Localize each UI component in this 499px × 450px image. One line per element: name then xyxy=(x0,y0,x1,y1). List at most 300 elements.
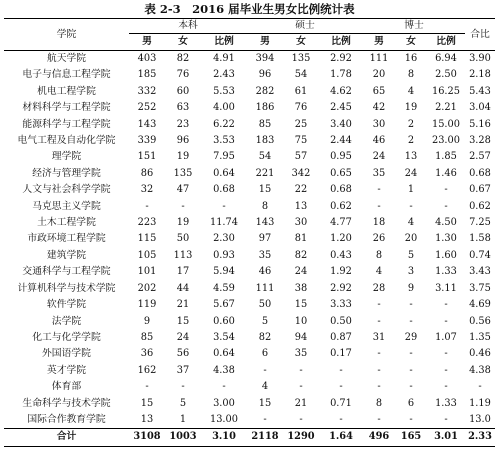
value-cell: 75 xyxy=(294,135,308,147)
value-cell: 30 xyxy=(372,118,386,130)
value-cell: 3108 xyxy=(129,429,165,446)
value-cell: 20 xyxy=(372,69,386,81)
value-cell: 46 xyxy=(372,135,386,147)
value-cell: 13 xyxy=(140,413,154,425)
value-cell: 394 xyxy=(255,53,275,64)
table-row xyxy=(4,182,495,198)
value-cell: - xyxy=(299,364,303,376)
value-cell: 1.30 xyxy=(435,233,457,245)
value-cell: 19 xyxy=(176,151,190,163)
combined-ratio-cell: 7.25 xyxy=(469,217,491,229)
value-cell: - xyxy=(444,413,448,425)
college-name: 机电工程学院 xyxy=(37,85,96,97)
value-cell: 143 xyxy=(255,217,275,229)
value-cell: 21 xyxy=(294,397,308,409)
header-ratio: 比例 xyxy=(331,36,351,47)
value-cell: 24 xyxy=(294,266,308,278)
value-cell: 35 xyxy=(294,348,308,360)
table-row xyxy=(4,363,495,379)
value-cell: 332 xyxy=(137,85,157,97)
table-caption: 表 2-3 2016 届毕业生男女比例统计表 xyxy=(144,2,355,16)
table-row xyxy=(4,117,495,133)
header-ratio: 比例 xyxy=(214,36,234,47)
combined-ratio-cell: 5.16 xyxy=(469,118,491,130)
table-row xyxy=(4,133,495,149)
value-cell: 0.68 xyxy=(213,184,235,196)
value-cell: 1.64 xyxy=(319,429,363,446)
value-cell: 42 xyxy=(372,102,386,114)
value-cell: 185 xyxy=(137,69,157,81)
value-cell: 56 xyxy=(176,348,190,360)
value-cell: 1003 xyxy=(165,429,201,446)
value-cell: 4 xyxy=(407,85,415,97)
value-cell: 5 xyxy=(407,249,415,261)
value-cell: 4.50 xyxy=(435,217,457,229)
value-cell: 47 xyxy=(176,184,190,196)
value-cell: 221 xyxy=(255,167,275,179)
value-cell: - xyxy=(377,299,381,311)
college-name: 软件学院 xyxy=(46,299,87,311)
value-cell: 4.38 xyxy=(213,364,235,376)
combined-ratio-cell: 4.38 xyxy=(469,364,491,376)
value-cell: - xyxy=(444,348,448,360)
combined-ratio-cell: 1.58 xyxy=(469,233,491,245)
value-cell: 111 xyxy=(369,53,389,64)
value-cell: - xyxy=(409,200,413,212)
header-row-groups xyxy=(4,19,495,34)
value-cell: 165 xyxy=(395,429,427,446)
combined-ratio-cell: 0.46 xyxy=(469,348,491,360)
value-cell: 5.67 xyxy=(213,299,235,311)
value-cell: 17 xyxy=(176,266,190,278)
value-cell: 16 xyxy=(404,53,418,64)
value-cell: 35 xyxy=(258,249,272,261)
value-cell: 9 xyxy=(407,282,415,294)
value-cell: - xyxy=(444,200,448,212)
table-row xyxy=(4,396,495,412)
value-cell: - xyxy=(299,381,303,393)
value-cell: 1.20 xyxy=(330,233,352,245)
value-cell: 0.87 xyxy=(330,331,352,343)
value-cell: 23 xyxy=(176,118,190,130)
value-cell: 15 xyxy=(176,315,190,327)
combined-ratio-cell: 4.69 xyxy=(469,299,491,311)
value-cell: 202 xyxy=(137,282,157,294)
value-cell: - xyxy=(145,200,149,212)
value-cell: 101 xyxy=(137,266,157,278)
value-cell: 5 xyxy=(179,397,187,409)
value-cell: 65 xyxy=(372,85,386,97)
college-name: 英才学院 xyxy=(46,364,87,376)
value-cell: 50 xyxy=(258,299,272,311)
value-cell: 97 xyxy=(258,233,272,245)
value-cell: 15 xyxy=(258,184,272,196)
value-cell: 86 xyxy=(140,167,154,179)
college-name: 化工与化学学院 xyxy=(32,331,101,343)
college-name: 航天学院 xyxy=(46,53,87,64)
value-cell: 8 xyxy=(261,200,269,212)
value-cell: 2.92 xyxy=(330,53,352,64)
value-cell: 19 xyxy=(404,102,418,114)
value-cell: - xyxy=(409,413,413,425)
value-cell: 1.46 xyxy=(435,167,457,179)
table-row xyxy=(4,379,495,395)
value-cell: 3.00 xyxy=(213,397,235,409)
value-cell: 36 xyxy=(140,348,154,360)
college-name: 体育部 xyxy=(51,381,82,393)
value-cell: 37 xyxy=(176,364,190,376)
value-cell: 0.95 xyxy=(330,151,352,163)
table-row xyxy=(4,215,495,231)
college-name: 电子与信息工程学院 xyxy=(22,69,111,81)
value-cell: 2.50 xyxy=(435,69,457,81)
value-cell: 25 xyxy=(294,118,308,130)
college-name: 人文与社会科学学院 xyxy=(22,184,111,196)
value-cell: 54 xyxy=(258,151,272,163)
value-cell: 4 xyxy=(261,381,269,393)
value-cell: 3.11 xyxy=(435,282,457,294)
college-name: 交通科学与工程学院 xyxy=(22,266,111,278)
header-female: 女 xyxy=(296,36,306,47)
value-cell: 2.92 xyxy=(330,282,352,294)
value-cell: 61 xyxy=(294,85,308,97)
value-cell: 26 xyxy=(372,233,386,245)
value-cell: 0.43 xyxy=(330,249,352,261)
college-name: 理学院 xyxy=(51,151,82,163)
value-cell: 1.33 xyxy=(435,266,457,278)
value-cell: 13 xyxy=(294,200,308,212)
value-cell: 4 xyxy=(407,217,415,229)
value-cell: - xyxy=(299,413,303,425)
value-cell: 1290 xyxy=(283,429,319,446)
value-cell: 1.60 xyxy=(435,249,457,261)
value-cell: 38 xyxy=(294,282,308,294)
table-row xyxy=(4,149,495,165)
combined-ratio-cell: 3.28 xyxy=(469,135,491,147)
value-cell: 111 xyxy=(255,282,275,294)
college-name: 能源科学与工程学院 xyxy=(22,118,111,130)
value-cell: 5.53 xyxy=(213,85,235,97)
value-cell: - xyxy=(444,299,448,311)
combined-ratio-cell: 1.35 xyxy=(469,331,491,343)
value-cell: 7.95 xyxy=(213,151,235,163)
value-cell: 76 xyxy=(294,102,308,114)
value-cell: 4 xyxy=(375,266,383,278)
table-body xyxy=(4,51,495,447)
value-cell: 9 xyxy=(143,315,151,327)
value-cell: 50 xyxy=(176,233,190,245)
college-name: 经济与管理学院 xyxy=(32,167,101,179)
value-cell: 20 xyxy=(404,233,418,245)
value-cell: 5 xyxy=(261,315,269,327)
combined-ratio-cell: 3.90 xyxy=(469,53,491,64)
value-cell: 6 xyxy=(261,348,269,360)
value-cell: 0.60 xyxy=(213,315,235,327)
table-row xyxy=(4,264,495,280)
value-cell: 13 xyxy=(404,151,418,163)
combined-ratio-cell: 2.57 xyxy=(469,151,491,163)
value-cell: - xyxy=(409,348,413,360)
combined-ratio-cell: 13.0 xyxy=(469,413,491,425)
table-row xyxy=(4,297,495,313)
value-cell: - xyxy=(181,381,185,393)
value-cell: 162 xyxy=(137,364,157,376)
college-name: 材料科学与工程学院 xyxy=(22,102,111,114)
value-cell: 496 xyxy=(363,429,395,446)
value-cell: 15.00 xyxy=(431,118,461,130)
value-cell: 2118 xyxy=(247,429,283,446)
value-cell: 8 xyxy=(375,397,383,409)
value-cell: 23.00 xyxy=(431,135,461,147)
value-cell: 0.17 xyxy=(330,348,352,360)
combined-ratio-cell: 0.68 xyxy=(469,167,491,179)
value-cell: 4.59 xyxy=(213,282,235,294)
value-cell: 15 xyxy=(258,397,272,409)
value-cell: - xyxy=(377,315,381,327)
value-cell: 2 xyxy=(407,118,415,130)
value-cell: 82 xyxy=(176,53,190,64)
value-cell: - xyxy=(263,364,267,376)
combined-ratio-cell: 0.62 xyxy=(469,200,491,212)
total-row xyxy=(4,429,495,446)
value-cell: 29 xyxy=(404,331,418,343)
value-cell: 151 xyxy=(137,151,157,163)
value-cell: 82 xyxy=(258,331,272,343)
combined-ratio-cell: 3.75 xyxy=(469,282,491,294)
value-cell: 3.54 xyxy=(213,331,235,343)
value-cell: 18 xyxy=(372,217,386,229)
combined-ratio-cell: 0.67 xyxy=(469,184,491,196)
value-cell: 0.65 xyxy=(330,167,352,179)
value-cell: 96 xyxy=(258,69,272,81)
value-cell: 22 xyxy=(294,184,308,196)
value-cell: - xyxy=(377,200,381,212)
value-cell: 94 xyxy=(294,331,308,343)
value-cell: 223 xyxy=(137,217,157,229)
combined-ratio-cell: 3.43 xyxy=(469,266,491,278)
value-cell: 403 xyxy=(137,53,157,64)
value-cell: 1 xyxy=(407,184,415,196)
value-cell: 5.94 xyxy=(213,266,235,278)
college-name: 生命科学与技术学院 xyxy=(22,397,111,409)
value-cell: - xyxy=(409,381,413,393)
value-cell: 2.43 xyxy=(213,69,235,81)
value-cell: 2.21 xyxy=(435,102,457,114)
value-cell: - xyxy=(339,381,343,393)
value-cell: 6.22 xyxy=(213,118,235,130)
value-cell: - xyxy=(339,364,343,376)
college-name: 外国语学院 xyxy=(42,348,91,360)
header-male: 男 xyxy=(142,36,152,47)
table-row xyxy=(4,51,495,68)
value-cell: 2 xyxy=(407,135,415,147)
value-cell: - xyxy=(377,348,381,360)
value-cell: - xyxy=(222,381,226,393)
value-cell: 76 xyxy=(176,69,190,81)
value-cell: 143 xyxy=(137,118,157,130)
value-cell: 28 xyxy=(372,282,386,294)
value-cell: 19 xyxy=(176,217,190,229)
value-cell: 24 xyxy=(176,331,190,343)
table-row xyxy=(4,330,495,346)
college-name: 合计 xyxy=(4,429,129,446)
value-cell: 115 xyxy=(137,233,157,245)
table-row xyxy=(4,314,495,330)
table-row xyxy=(4,231,495,247)
value-cell: 3.33 xyxy=(330,299,352,311)
value-cell: 21 xyxy=(176,299,190,311)
header-male: 男 xyxy=(260,36,270,47)
value-cell: 24 xyxy=(372,151,386,163)
college-name: 市政环境工程学院 xyxy=(27,233,106,245)
value-cell: - xyxy=(377,364,381,376)
value-cell: 2.44 xyxy=(330,135,352,147)
table-row xyxy=(4,166,495,182)
combined-ratio-cell: 1.19 xyxy=(469,397,491,409)
value-cell: - xyxy=(444,184,448,196)
value-cell: 46 xyxy=(258,266,272,278)
table-row xyxy=(4,84,495,100)
value-cell: 0.64 xyxy=(213,167,235,179)
value-cell: 1 xyxy=(179,413,187,425)
combined-ratio-cell: 3.04 xyxy=(469,102,491,114)
value-cell: 342 xyxy=(291,167,311,179)
combined-ratio-cell: - xyxy=(478,381,482,393)
value-cell: 1.07 xyxy=(435,331,457,343)
value-cell: 10 xyxy=(294,315,308,327)
value-cell: 13.00 xyxy=(209,413,239,425)
combined-ratio-cell: 5.43 xyxy=(469,85,491,97)
value-cell: 63 xyxy=(176,102,190,114)
value-cell: 6 xyxy=(407,397,415,409)
value-cell: 3.40 xyxy=(330,118,352,130)
header-female: 女 xyxy=(178,36,188,47)
college-name: 电气工程及自动化学院 xyxy=(17,135,116,147)
college-name: 马克思主义学院 xyxy=(32,200,101,212)
value-cell: 31 xyxy=(372,331,386,343)
value-cell: 0.93 xyxy=(213,249,235,261)
college-name: 建筑学院 xyxy=(46,249,87,261)
gender-ratio-table xyxy=(4,18,495,447)
value-cell: - xyxy=(339,413,343,425)
table-row xyxy=(4,199,495,215)
header-undergrad: 本科 xyxy=(129,19,247,34)
value-cell: 60 xyxy=(176,85,190,97)
value-cell: 1.92 xyxy=(330,266,352,278)
value-cell: 1.33 xyxy=(435,397,457,409)
value-cell: 8 xyxy=(407,69,415,81)
combined-ratio-cell: 0.74 xyxy=(469,249,491,261)
value-cell: 183 xyxy=(255,135,275,147)
value-cell: - xyxy=(409,315,413,327)
value-cell: 0.62 xyxy=(330,200,352,212)
value-cell: - xyxy=(409,299,413,311)
value-cell: 3.01 xyxy=(427,429,465,446)
header-combined-ratio: 合比 xyxy=(470,28,490,40)
value-cell: 15 xyxy=(294,299,308,311)
value-cell: - xyxy=(444,315,448,327)
value-cell: 54 xyxy=(294,69,308,81)
value-cell: 252 xyxy=(137,102,157,114)
table-row xyxy=(4,412,495,429)
value-cell: 186 xyxy=(255,102,275,114)
value-cell: - xyxy=(377,413,381,425)
header-college: 学院 xyxy=(56,28,77,40)
table-row xyxy=(4,346,495,362)
value-cell: 4.00 xyxy=(213,102,235,114)
value-cell: 24 xyxy=(404,167,418,179)
value-cell: - xyxy=(263,413,267,425)
value-cell: 3.10 xyxy=(201,429,247,446)
value-cell: 96 xyxy=(176,135,190,147)
value-cell: - xyxy=(222,200,226,212)
college-name: 法学院 xyxy=(51,315,82,327)
table-row xyxy=(4,281,495,297)
value-cell: 4.77 xyxy=(330,217,352,229)
value-cell: 15 xyxy=(140,397,154,409)
college-name: 土木工程学院 xyxy=(37,217,96,229)
value-cell: - xyxy=(444,381,448,393)
header-ratio: 比例 xyxy=(436,36,456,47)
value-cell: 105 xyxy=(137,249,157,261)
value-cell: 119 xyxy=(137,299,157,311)
value-cell: 4.91 xyxy=(213,53,235,64)
value-cell: - xyxy=(409,364,413,376)
value-cell: 1.85 xyxy=(435,151,457,163)
value-cell: 32 xyxy=(140,184,154,196)
header-male: 男 xyxy=(374,36,384,47)
value-cell: 282 xyxy=(255,85,275,97)
value-cell: 0.50 xyxy=(330,315,352,327)
combined-ratio-cell: 2.18 xyxy=(469,69,491,81)
value-cell: 57 xyxy=(294,151,308,163)
value-cell: 81 xyxy=(294,233,308,245)
header-master: 硕士 xyxy=(247,19,363,34)
value-cell: - xyxy=(181,200,185,212)
value-cell: 35 xyxy=(372,167,386,179)
value-cell: 3 xyxy=(407,266,415,278)
value-cell: 0.71 xyxy=(330,397,352,409)
table-row xyxy=(4,100,495,116)
value-cell: 4.62 xyxy=(330,85,352,97)
value-cell: - xyxy=(377,381,381,393)
value-cell: 0.64 xyxy=(213,348,235,360)
value-cell: 8 xyxy=(375,249,383,261)
value-cell: 6.94 xyxy=(435,53,457,64)
college-name: 计算机科学与技术学院 xyxy=(17,282,116,294)
value-cell: 85 xyxy=(140,331,154,343)
value-cell: 0.68 xyxy=(330,184,352,196)
value-cell: 44 xyxy=(176,282,190,294)
value-cell: 2.45 xyxy=(330,102,352,114)
value-cell: 30 xyxy=(294,217,308,229)
value-cell: 11.74 xyxy=(209,217,239,229)
value-cell: 16.25 xyxy=(431,85,461,97)
value-cell: 113 xyxy=(173,249,193,261)
value-cell: - xyxy=(145,381,149,393)
header-female: 女 xyxy=(406,36,416,47)
value-cell: 135 xyxy=(173,167,193,179)
value-cell: 2.30 xyxy=(213,233,235,245)
header-phd: 博士 xyxy=(363,19,465,34)
value-cell: 1.78 xyxy=(330,69,352,81)
table-row xyxy=(4,248,495,264)
value-cell: 82 xyxy=(294,249,308,261)
college-name: 国际合作教育学院 xyxy=(27,413,106,425)
value-cell: 135 xyxy=(291,53,311,64)
value-cell: - xyxy=(444,364,448,376)
value-cell: 85 xyxy=(258,118,272,130)
